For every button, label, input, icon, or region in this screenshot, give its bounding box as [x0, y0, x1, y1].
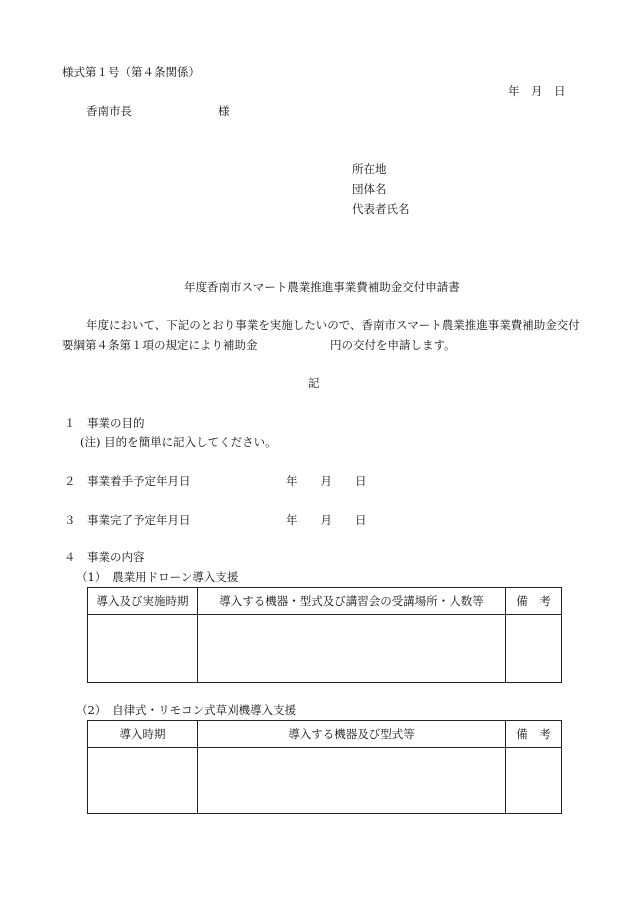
table-cell	[88, 748, 198, 814]
table-cell	[506, 748, 562, 814]
body-line-2a: 要綱第４条第１項の規定により補助金	[62, 338, 258, 352]
date-line: 年 月 日	[508, 84, 566, 98]
section-3-date: 年 月 日	[286, 513, 367, 527]
section-4-subheading-1: （1） 農業用ドローン導入支援	[76, 570, 239, 584]
section-2-date: 年 月 日	[286, 474, 367, 488]
column-header: 導入する機器・型式及び講習会の受講場所・人数等	[198, 588, 506, 615]
address-label: 所在地	[352, 162, 387, 176]
section-3-label: ３ 事業完了予定年月日	[64, 513, 191, 527]
section-2-label: ２ 事業着手予定年月日	[64, 474, 191, 488]
mower-support-table	[87, 720, 562, 814]
column-header: 導入及び実施時期	[88, 588, 198, 615]
table-header-row	[88, 588, 562, 615]
honorific: 様	[218, 104, 230, 118]
table-header-row	[88, 721, 562, 748]
table-cell	[506, 615, 562, 683]
column-header: 導入する機器及び型式等	[198, 721, 506, 748]
document-title: 年度香南市スマート農業推進事業費補助金交付申請書	[184, 280, 460, 294]
representative-label: 代表者氏名	[352, 202, 410, 216]
column-header: 導入時期	[88, 721, 198, 748]
drone-support-table	[87, 587, 562, 683]
table-cell	[198, 748, 506, 814]
section-4-heading: ４ 事業の内容	[64, 550, 145, 564]
organization-label: 団体名	[352, 182, 387, 196]
section-1-note: (注) 目的を簡単に記入してください。	[80, 435, 277, 449]
addressee: 香南市長	[86, 104, 132, 118]
section-1-heading: １ 事業の目的	[64, 416, 145, 430]
table-row	[88, 748, 562, 814]
body-line-2b: 円の交付を申請します。	[330, 338, 456, 352]
section-4-subheading-2: （2） 自律式・リモコン式草刈機導入支援	[76, 703, 297, 717]
table-cell	[88, 615, 198, 683]
form-number: 様式第１号（第４条関係）	[62, 65, 200, 79]
ki-heading: 記	[308, 376, 320, 390]
body-line-1: 年度において、下記のとおり事業を実施したいので、香南市スマート農業推進事業費補助金交付	[86, 318, 580, 332]
column-header: 備 考	[506, 721, 562, 748]
table-row	[88, 615, 562, 683]
column-header: 備 考	[506, 588, 562, 615]
table-cell	[198, 615, 506, 683]
